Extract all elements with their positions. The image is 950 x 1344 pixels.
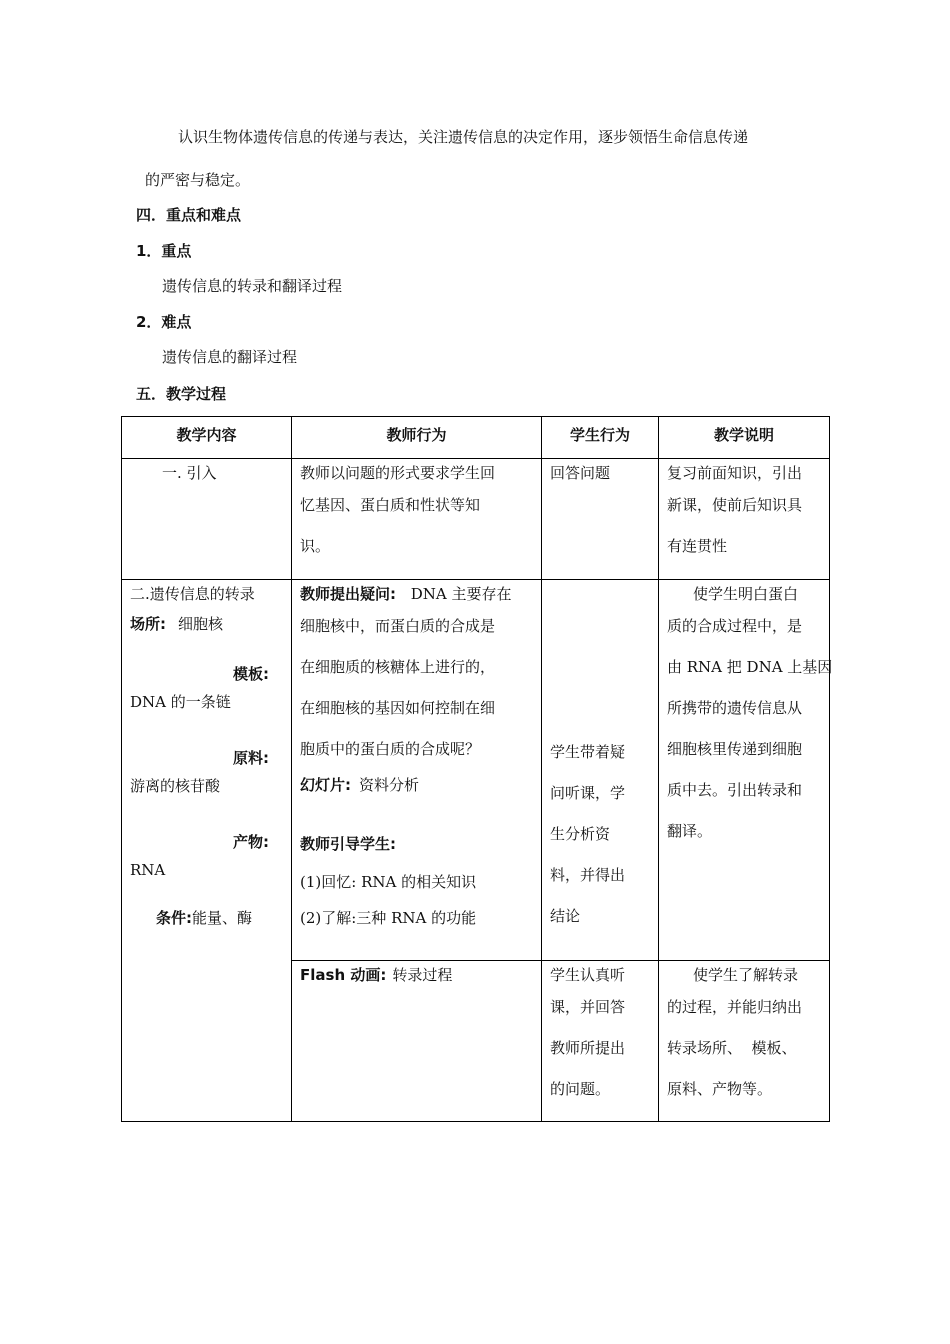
guide-item: (1)回忆: RNA 的相关知识 — [300, 873, 477, 891]
teacher-question-text: 胞质中的蛋白质的合成呢？ — [300, 740, 481, 758]
row2-student-line: 结论 — [550, 907, 581, 925]
row3-student-line: 课，并回答 — [550, 998, 626, 1016]
row1-note-line: 有连贯性 — [667, 537, 728, 555]
row2-student-line: 生分析资 — [550, 825, 611, 843]
row2-note-line: 质中去。引出转录和 — [667, 781, 803, 799]
row1-student — [542, 459, 659, 580]
row3-note-line: 的过程，并能归纳出 — [667, 998, 803, 1016]
guide-label: 教师引导学生: — [300, 835, 396, 853]
row2-student-line: 学生带着疑 — [550, 743, 626, 761]
section-5-heading: 五．教学过程 — [136, 385, 227, 403]
row1-teacher-line: 识。 — [300, 537, 331, 555]
header-student: 学生行为 — [542, 417, 659, 459]
row3-student — [542, 961, 659, 1122]
material-label: 原料: — [233, 749, 269, 767]
flash-value: 转录过程 — [392, 966, 453, 984]
row1-teacher-line: 教师以问题的形式要求学生回 — [300, 464, 496, 482]
row3-teacher — [292, 961, 542, 1122]
flash-line — [300, 961, 533, 987]
header-content: 教学内容 — [122, 417, 292, 459]
section-4-heading: 四．重点和难点 — [136, 206, 242, 224]
row1-teacher-line: 忆基因、蛋白质和性状等知 — [300, 496, 481, 514]
row3-student-line: 的问题。 — [550, 1080, 611, 1098]
condition-label: 条件: — [156, 909, 192, 927]
intro-line-1: 认识生物体遗传信息的传递与表达，关注遗传信息的决定作用，逐步领悟生命信息传递 — [178, 128, 749, 146]
teacher-question-text: 在细胞核的基因如何控制在细 — [300, 699, 496, 717]
place-value: 细胞核 — [178, 615, 224, 633]
row1-student-text: 回答问题 — [550, 464, 611, 482]
table-row — [122, 459, 830, 580]
row2-student — [542, 580, 659, 961]
teaching-process-table — [121, 416, 833, 1122]
template-value: DNA 的一条链 — [130, 693, 231, 711]
row2-note-line: 细胞核里传递到细胞 — [667, 740, 803, 758]
teacher-question-label: 教师提出疑问: — [300, 585, 396, 603]
difficult-point-text: 遗传信息的翻译过程 — [162, 348, 298, 366]
condition-value: 能量、酶 — [192, 909, 253, 927]
row2-note — [659, 580, 833, 961]
row2-student-line: 问听课，学 — [550, 784, 626, 802]
table-row — [122, 580, 830, 961]
row1-content — [122, 459, 292, 580]
teacher-question-line — [300, 580, 533, 606]
table-header-row — [122, 417, 830, 459]
slide-value: 资料分析 — [359, 776, 420, 794]
row2-note-line: 所携带的遗传信息从 — [667, 699, 803, 717]
row3-note-line: 使学生了解转录 — [693, 966, 799, 984]
row2-note-line: 质的合成过程中，是 — [667, 617, 803, 635]
row2-note-line: 翻译。 — [667, 822, 713, 840]
template-label: 模板: — [233, 665, 269, 683]
row1-content-text: 一. 引入 — [162, 464, 217, 482]
transcription-title: 二.遗传信息的转录 — [130, 585, 255, 603]
row2-note-line: 使学生明白蛋白 — [693, 585, 799, 603]
teacher-question-text: DNA 主要存在 — [410, 585, 512, 603]
row1-teacher — [292, 459, 542, 580]
header-teacher: 教师行为 — [292, 417, 542, 459]
row3-note-line: 原料、产物等。 — [667, 1080, 773, 1098]
row1-note-line: 新课，使前后知识具 — [667, 496, 803, 514]
teacher-question-text: 细胞核中，而蛋白质的合成是 — [300, 617, 496, 635]
slide-line — [300, 770, 533, 800]
product-value: RNA — [130, 861, 166, 879]
row2-content — [122, 580, 292, 1122]
slide-label: 幻灯片: — [300, 776, 351, 794]
flash-label: Flash 动画: — [300, 966, 387, 984]
key-point-text: 遗传信息的转录和翻译过程 — [162, 277, 343, 295]
place-line — [130, 606, 285, 642]
condition-line — [130, 904, 285, 932]
difficult-point-heading: 2．难点 — [136, 313, 192, 331]
intro-line-2: 的严密与稳定。 — [145, 171, 251, 189]
row1-note — [659, 459, 830, 580]
place-label: 场所: — [130, 615, 166, 633]
guide-item: (2)了解:三种 RNA 的功能 — [300, 909, 477, 927]
row2-student-line: 料，并得出 — [550, 866, 626, 884]
product-label: 产物: — [233, 833, 269, 851]
row3-note-line: 转录场所、 模板、 — [667, 1039, 797, 1057]
header-note: 教学说明 — [659, 417, 830, 459]
row3-student-line: 教师所提出 — [550, 1039, 626, 1057]
row3-note — [659, 961, 830, 1122]
row2-note-line: 由 RNA 把 DNA 上基因 — [667, 658, 833, 676]
material-value: 游离的核苷酸 — [130, 777, 221, 795]
row2-teacher — [292, 580, 542, 961]
key-point-heading: 1．重点 — [136, 242, 192, 260]
teacher-question-text: 在细胞质的核糖体上进行的， — [300, 658, 496, 676]
row3-student-line: 学生认真听 — [550, 966, 626, 984]
row1-note-line: 复习前面知识，引出 — [667, 464, 803, 482]
